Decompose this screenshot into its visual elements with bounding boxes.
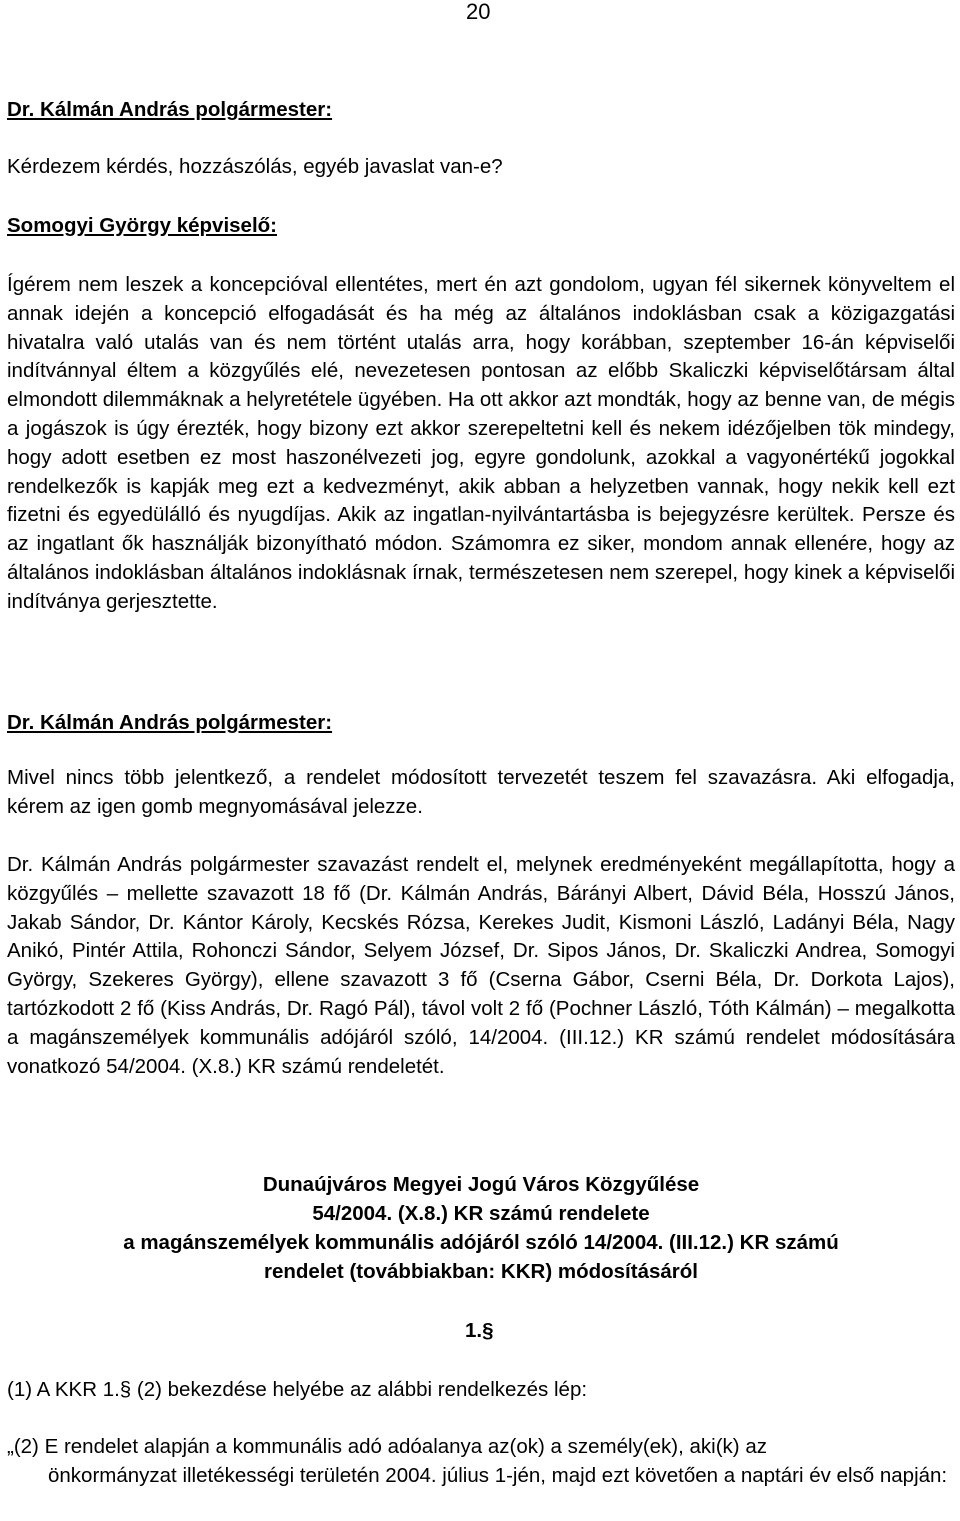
paragraph: Dr. Kálmán András polgármester szavazást rendelt el, melynek eredményeként megállapította, hogy a közgyűlés – mellette szavazott 18 fő (Dr. Kálmán András, Bárányi Albert, Dávid Béla, Hosszú János, Jakab Sándor, Dr. Kántor Károly, Kecskés Rózsa, Kerekes Judit, Kismoni László, Ladányi Béla, Nagy Anikó, Pintér Attila, Rohonczi Sándor, Selyem József, Dr. Sipos János, Dr. Skaliczki Andrea, Somogyi György, Szekeres György), ellene szavazott 3 fő (Cserna Gábor, Cserni Béla, Dr. Dorkota Lajos), tartózkodott 2 fő (Kiss András, Dr. Ragó Pál), távol volt 2 fő (Pochner László, Tóth Kálmán) – megalkotta a magánszemélyek kommunális adójáról szóló, 14/2004. (III.12.) KR számú rendelet módosítására vonatkozó 54/2004. (X.8.) KR számú rendeletét. bbox=[7, 853, 955, 1078]
page-number: 20 bbox=[466, 0, 491, 24]
decree-heading-line: a magánszemélyek kommunális adójáról szóló 14/2004. (III.12.) KR számú bbox=[123, 1231, 839, 1254]
paragraph: Mivel nincs több jelentkező, a rendelet módosított tervezetét teszem fel szavazásra. Aki elfogadja, kérem az igen gomb megnyomásával jelezze. bbox=[7, 766, 955, 818]
decree-heading-line: Dunaújváros Megyei Jogú Város Közgyűlése bbox=[262, 1173, 700, 1196]
decree-heading bbox=[7, 1170, 955, 1286]
quoted-provision bbox=[7, 1433, 955, 1491]
decree-heading-line: 54/2004. (X.8.) KR számú rendelete bbox=[312, 1202, 650, 1225]
quoted-provision-continuation: önkormányzat illetékességi területén 2004. július 1-jén, majd ezt követően a naptári év első napján: bbox=[48, 1463, 948, 1487]
paragraph: Kérdezem kérdés, hozzászólás, egyéb javaslat van-e? bbox=[7, 155, 503, 178]
quoted-provision-first-line: „(2) E rendelet alapján a kommunális adó adóalanya az(ok) a személy(ek), aki(k) az bbox=[7, 1435, 767, 1458]
paragraph: (1) A KKR 1.§ (2) bekezdése helyébe az alábbi rendelkezés lép: bbox=[7, 1378, 588, 1401]
section-number: 1.§ bbox=[465, 1319, 494, 1342]
speaker-heading: Dr. Kálmán András polgármester: bbox=[7, 711, 333, 734]
speaker-heading: Somogyi György képviselő: bbox=[7, 214, 277, 237]
speaker-heading: Dr. Kálmán András polgármester: bbox=[7, 98, 333, 121]
decree-heading-line: rendelet (továbbiakban: KKR) módosításáról bbox=[264, 1260, 698, 1283]
paragraph: Ígérem nem leszek a koncepcióval ellentétes, mert én azt gondolom, ugyan fél sikernek könyveltem el annak idején a koncepció elfogadását és ha még az általános indoklásban csak a közigazgatási hivatalra való utalás van és nem történt utalás arra, hogy korábban, szeptember 16-án képviselői indítvánnyal éltem a közgyűlés elé, nevezetesen pontosan az előbb Skaliczki képviselőtársam által elmondott dilemmáknak a helyretétele ügyében. Ha ott akkor azt mondták, hogy az benne van, de mégis a jogászok is úgy érezték, hogy bizony ezt akkor szerepeltetni kell és nekem idézőjelben tök mindegy, hogy adott esetben ez most haszonélvezeti jog, egyre gondolunk, azokkal a vagyonértékű jogokkal rendelkezők is kapják meg ezt a kedvezményt, akik abban a helyzetben vannak, hogy nekik kell ezt fizetni és egyedülálló és nyugdíjas. Akik az ingatlan-nyilvántartásba is bejegyzésre kerültek. Persze és az ingatlant ők használják bizonyítható módon. Számomra ez siker, mondom annak ellenére, hogy az általános indoklásban általános indoklásnak írnak, természetesen nem szerepel, hogy kinek a képviselői indítványa gerjesztette. bbox=[7, 273, 955, 613]
